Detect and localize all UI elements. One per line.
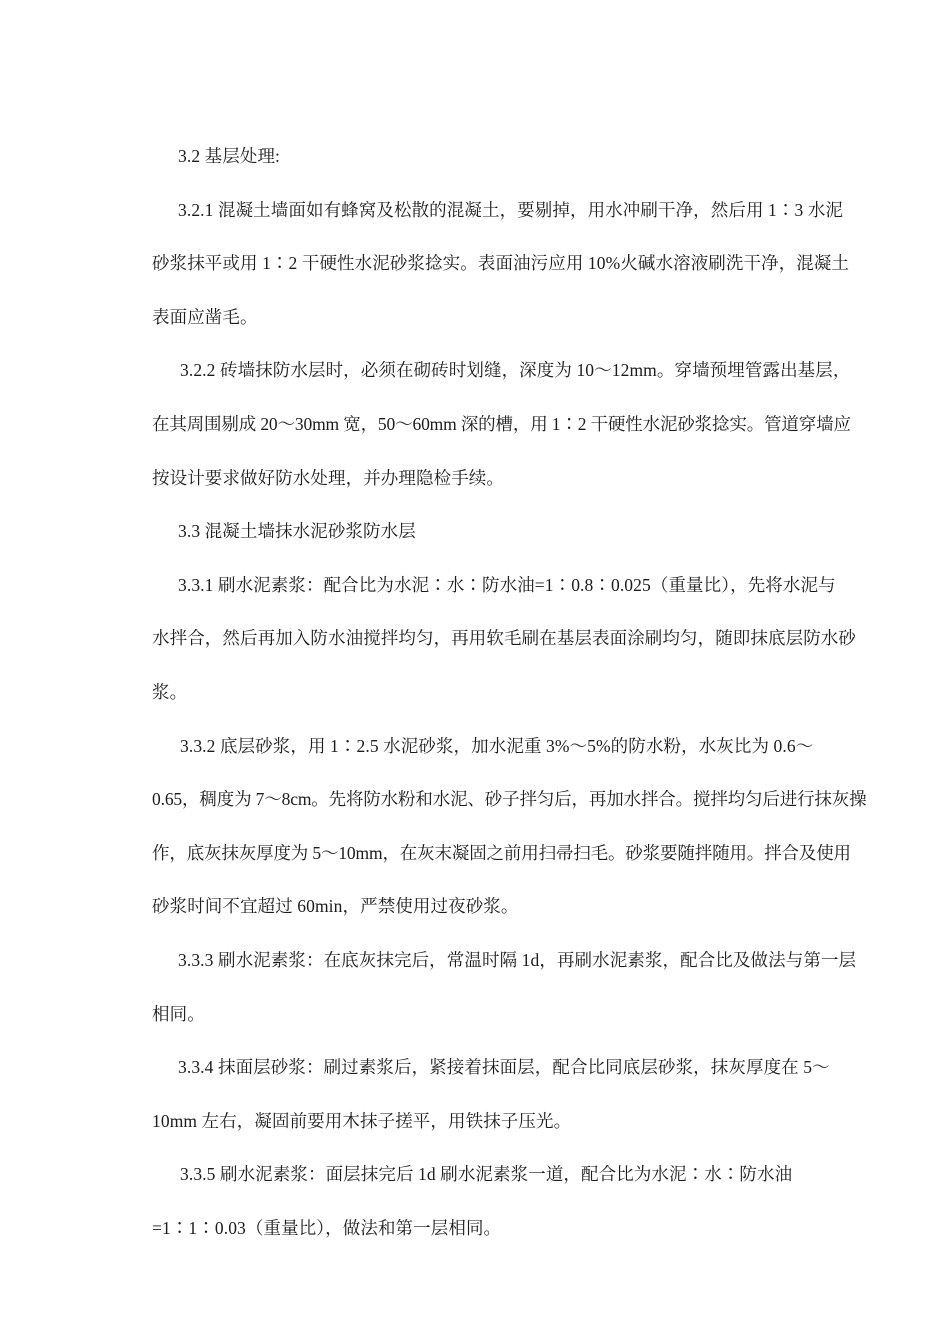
paragraph-3-2-1-line-1: 3.2.1 混凝土墙面如有蜂窝及松散的混凝土，要剔掉，用水冲刷干净，然后用 1∶3 水泥	[178, 199, 844, 220]
paragraph-3-2-1-line-2: 砂浆抹平或用 1∶2 干硬性水泥砂浆捻实。表面油污应用 10%火碱水溶液刷洗干净，混凝土	[152, 253, 850, 274]
paragraph-3-3-1-line-1: 3.3.1 刷水泥素浆：配合比为水泥∶水∶防水油=1∶0.8∶0.025（重量比），先将水泥与	[178, 574, 836, 595]
paragraph-3-3-2-line-2: 0.65，稠度为 7～8cm。先将防水粉和水泥、砂子拌匀后，再加水拌合。搅拌均匀后进行抹灰操	[152, 789, 867, 810]
paragraph-3-3-4-line-1: 3.3.4 抹面层砂浆：刷过素浆后，紧接着抹面层，配合比同底层砂浆，抹灰厚度在 5～	[178, 1057, 830, 1078]
paragraph-3-2-2-line-2: 在其周围剔成 20～30mm 宽，50～60mm 深的槽，用 1∶2 干硬性水泥砂浆捻实。管道穿墙应	[152, 413, 851, 434]
paragraph-3-3-1-line-2: 水拌合，然后再加入防水油搅拌均匀，再用软毛刷在基层表面涂刷均匀，随即抹底层防水砂	[152, 628, 856, 649]
paragraph-3-2-2-line-3: 按设计要求做好防水处理，并办理隐检手续。	[152, 467, 504, 488]
section-heading-3-3: 3.3 混凝土墙抹水泥砂浆防水层	[178, 521, 416, 542]
paragraph-3-3-5-line-1: 3.3.5 刷水泥素浆：面层抹完后 1d 刷水泥素浆一道，配合比为水泥∶水∶防水油	[180, 1164, 793, 1185]
section-heading-3-2: 3.2 基层处理:	[178, 146, 281, 166]
document-body	[152, 130, 867, 1255]
paragraph-3-2-2-line-1: 3.2.2 砖墙抹防水层时，必须在砌砖时划缝，深度为 10～12mm。穿墙预埋管露出基层，	[180, 360, 851, 381]
paragraph-3-3-3-line-2: 相同。	[152, 1003, 205, 1024]
paragraph-3-3-4-line-2: 10mm 左右，凝固前要用木抹子搓平，用铁抹子压光。	[152, 1110, 572, 1131]
paragraph-3-3-3-line-1: 3.3.3 刷水泥素浆：在底灰抹完后，常温时隔 1d，再刷水泥素浆，配合比及做法与第一层	[178, 949, 857, 970]
paragraph-3-3-5-line-2: =1∶1∶0.03（重量比），做法和第一层相同。	[152, 1217, 502, 1238]
paragraph-3-2-1-line-3: 表面应凿毛。	[152, 306, 258, 327]
paragraph-3-3-1-line-3: 浆。	[152, 681, 188, 702]
paragraph-3-3-2-line-1: 3.3.2 底层砂浆，用 1∶2.5 水泥砂浆，加水泥重 3%～5%的防水粉，水灰比为 0.6～	[180, 735, 814, 756]
paragraph-3-3-2-line-4: 砂浆时间不宜超过 60min，严禁使用过夜砂浆。	[152, 896, 519, 917]
paragraph-3-3-2-line-3: 作，底灰抹灰厚度为 5～10mm，在灰末凝固之前用扫帚扫毛。砂浆要随拌随用。拌合及使用	[152, 842, 851, 863]
